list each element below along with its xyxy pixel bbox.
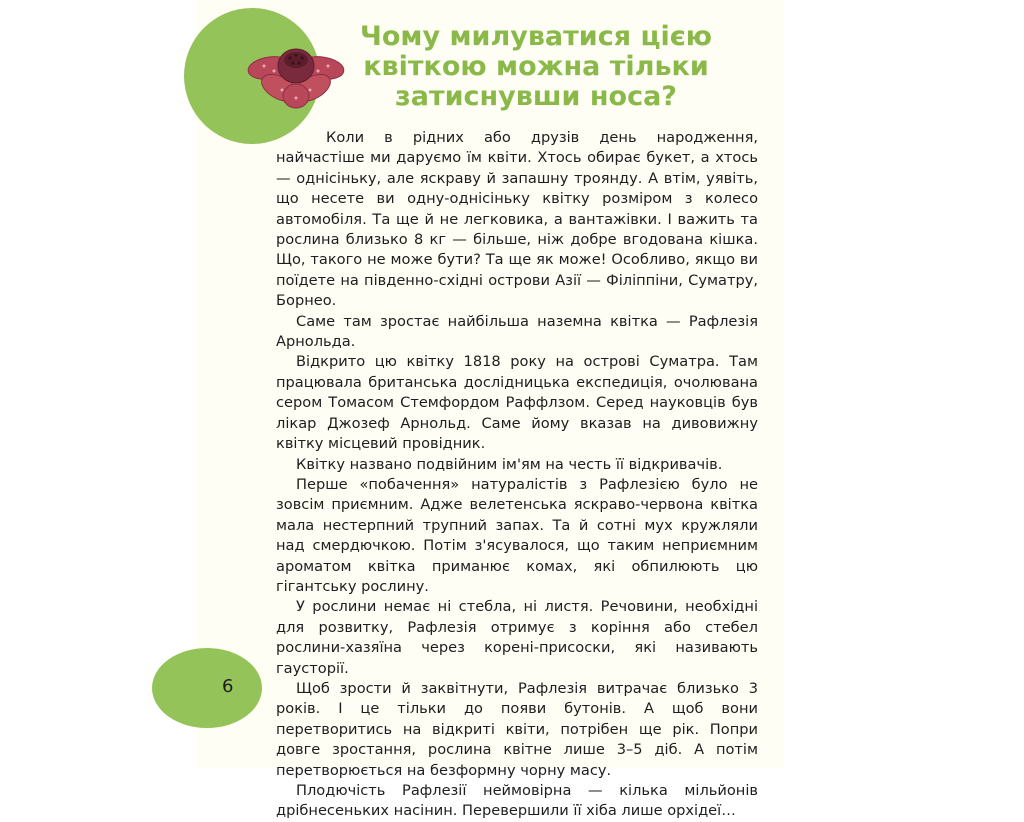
paragraph: Перше «побачення» натуралістів з Рафлезією було не зовсім приємним. Адже велетенська яскраво-червона квітка мала нестерпний трупний запах. Та й сотні мух кружляли над смердючкою. Потім з'ясувалося, що таким неприємним ароматом квітка приманює комах, які обпилюють цю гігантську рослину. [276,475,758,595]
page-number: 6 [222,676,234,697]
page-number-badge [196,648,266,728]
paragraph: Плодючість Рафлезії неймовірна — кілька мільйонів дрібнесеньких насінин. Перевершили її хіба лише орхідеї… [276,782,758,820]
article-body [276,128,758,822]
book-page [196,0,784,820]
paragraph-intro: Коли в рідних або друзів день народження, найчастіше ми даруємо їм квіти. Хтось обирає букет, а хтось — однісіньку, але яскраву й запашну троянду. А втім, уявіть, що несете ви одну-однісіньку квітку розміром з колесо автомобіля. Та ще й не легковика, а вантажівки. І важить та рослина близько 8 кг — більше, ніж добре вгодована кішка. Що, такого не може бути? Та ще як може! Особливо, якщо ви поїдете на південно-східні острови Азії — Філіппіни, Суматру, Борнео. [276,129,758,310]
paragraph: Щоб зрости й заквітнути, Рафлезія витрачає близько 3 років. І це тільки до появи бутонів. А щоб вони перетворитись на відкриті квіти, потрібен ще рік. Попри довге зростання, рослина квітне лише 3–5 діб. А потім перетворюється на безформну чорну масу. [276,679,758,779]
rafflesia-flower-icon [246,38,346,110]
paragraph: Відкрито цю квітку 1818 року на острові Суматра. Там працювала британська дослідницька експедиція, очолювана сером Томасом Стемфордом Раффлзом. Серед науковців був лікар Джозеф Арнольд. Саме йому вказав на дивовижну квітку місцевий провідник. [276,353,758,453]
paragraph: Квітку названо подвійним ім'ям на честь її відкривачів. [296,455,723,473]
paragraph: Саме там зростає найбільша наземна квітка — Рафлезія Арнольда. [276,312,758,351]
page-title: Чому милуватися цією квіткою можна тільки затиснувши носа? [360,21,712,112]
paragraph: У рослини немає ні стебла, ні листя. Речовини, необхідні для розвитку, Рафлезія отримує з коріння або стебел рослини-хазяїна через корені-присоски, які називають гаусторії. [276,598,758,677]
